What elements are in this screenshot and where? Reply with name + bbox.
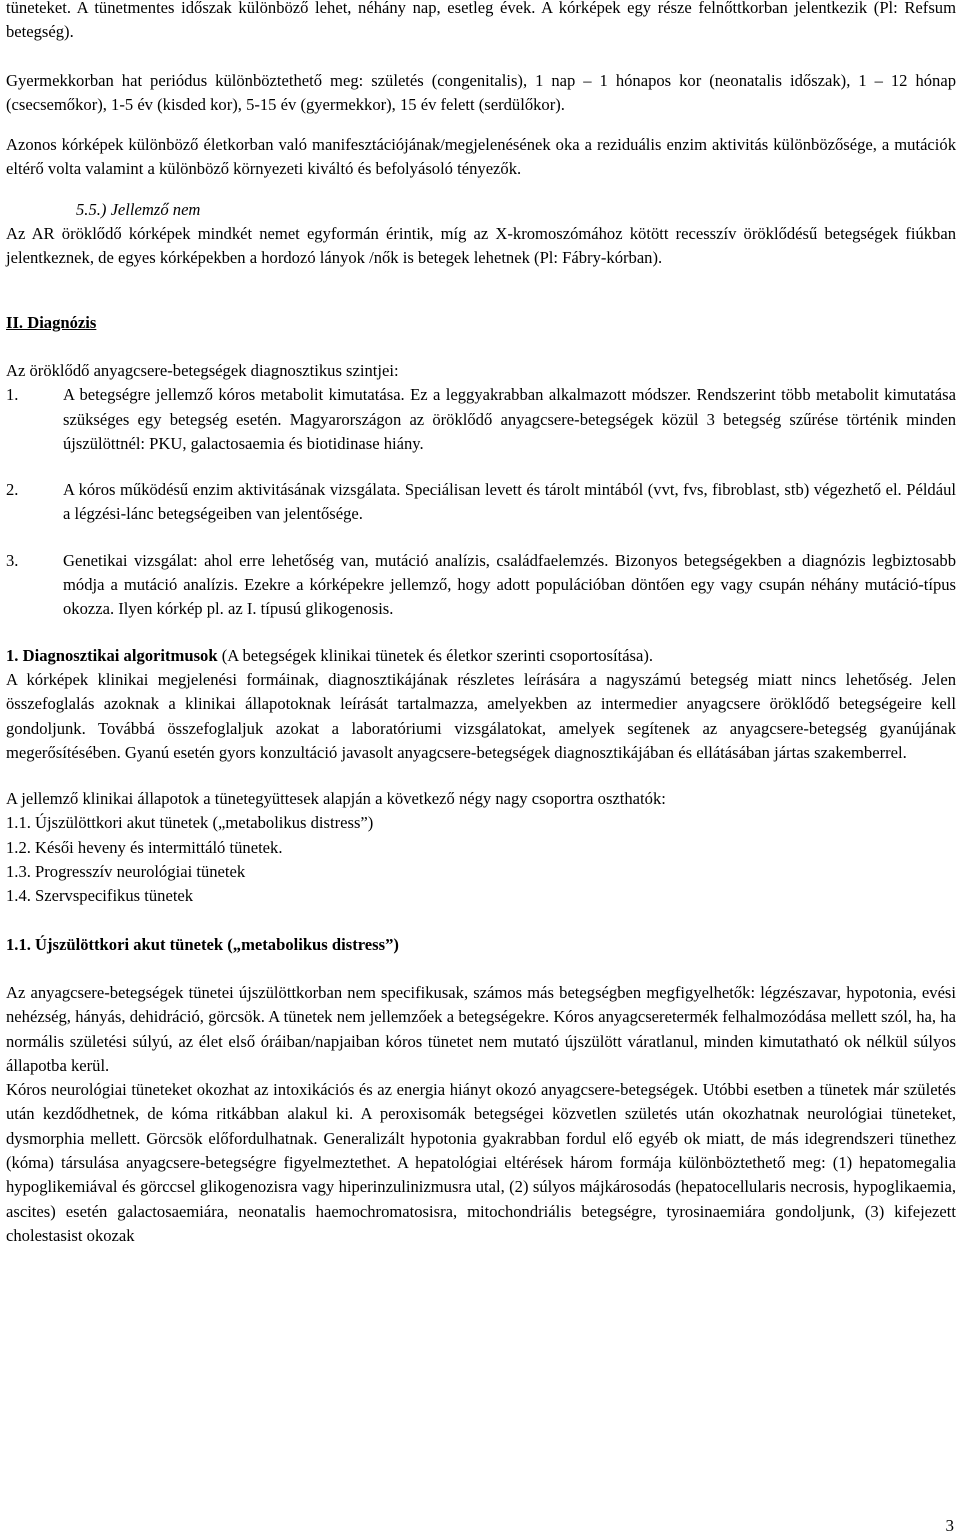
group-item-3: 1.3. Progresszív neurológiai tünetek [6, 862, 246, 882]
page-content [6, 0, 956, 1248]
group-item-2: 1.2. Késői heveny és intermittáló tünetek. [6, 837, 283, 857]
list-text: A betegségre jellemző kóros metabolit kimutatása. Ez a leggyakrabban alkalmazott módszer. Rendszerint több metabolit kimutatása szükséges egy betegség esetén. Magyarországon az öröklődő anyagcsere-betegségek közül 3 betegség szűrése történik minden újszülöttnél: PKU, galactosaemia és biotidinase hiány. [63, 385, 956, 453]
section-title-diagnosis [6, 311, 956, 335]
list-item-level-3 [6, 549, 956, 622]
heading-diagnostic-algorithms [6, 644, 956, 668]
algorithms-title: 1. Diagnosztikai algoritmusok [6, 645, 218, 665]
list-number: 2. [6, 480, 19, 500]
section-title-text: II. Diagnózis [6, 312, 97, 332]
list-item-level-2 [6, 478, 956, 527]
subsection-title-neonatal: 1.1. Újszülöttkori akut tünetek („metabolikus distress”) [6, 934, 399, 954]
paragraph-groups-intro: A jellemző klinikai állapotok a tünetegyüttesek alapján a következő négy nagy csoportra oszthatók: [6, 789, 666, 809]
group-item-1: 1.1. Újszülöttkori akut tünetek („metabolikus distress”) [6, 813, 374, 833]
paragraph-age-periods: Gyermekkorban hat periódus különböztethető meg: születés (congenitalis), 1 nap – 1 hónapos kor (neonatalis időszak), 1 – 12 hónap (csecsemőkor), 1-5 év (kisded kor), 5-15 év (gyermekkor), 15 év felett (serdülőkor). [6, 70, 956, 114]
algorithms-subtitle: (A betegségek klinikai tünetek és életkor szerinti csoportosítása). [217, 645, 654, 665]
page-number: 3 [945, 1516, 954, 1535]
paragraph-same-disorders: Azonos kórképek különböző életkorban való manifesztációjának/megjelenésének oka a reziduális enzim aktivitás különbözősége, a mutációk eltérő volta valamint a különböző környezeti kiváltó és befolyásoló tényezők. [6, 135, 956, 179]
list-item-level-1 [6, 383, 956, 456]
list-text: Genetikai vizsgálat: ahol erre lehetőség van, mutáció analízis, családfaelemzés. Bizonyos betegségekben a diagnózis legbiztosabb módja a mutáció analízis. Ezekre a kórképekre jellemző, hogy adott populációban döntően egy vagy csupán néhány mutáció-típus okozza. Ilyen kórkép pl. az I. típusú glikogenosis. [63, 550, 956, 619]
paragraph-neurological-symptoms: Kóros neurológiai tüneteket okozhat az intoxikációs és az energia hiányt okozó anyagcsere-betegségek. Utóbbi esetben a tünetek már születés után kezdődhetnek, de kóma ritkábban alakul ki. A peroxisomák betegségei közvetlen születés után okozhatnak neurológiai tüneteket, dysmorphia mellett. Görcsök előfordulhatnak. Generalizált hypotonia gyakrabban fordul elő egyéb ok miatt, de más idegrendszeri tünethez (kóma) társulása anyagcsere-betegségre figyelmeztethet. A hepatológiai eltérések három formája különböztethető meg: (1) hepatomegalia hypoglikemiával és görccsel glikogenozisra vagy hiperinzulinizmusra utal, (2) súlyos májkárosodás (hepatocellularis necrosis, hypoglikaemia, ascites) esetén galactosaemiára, neonatalis haemochromatosisra, mitochondriális betegségre, tyrosinaemiára gondoljunk, (3) kifejezett cholestasist okozak [6, 1080, 956, 1245]
paragraph-sex: Az AR öröklődő kórképek mindkét nemet egyformán érintik, míg az X-kromoszómához kötött recesszív öröklődésű betegségek fiúkban jelentkeznek, de egyes kórképekben a hordozó lányok /nők is betegek lehetnek (Pl: Fábry-kórban). [6, 224, 956, 268]
paragraph-neonatal-symptoms: Az anyagcsere-betegségek tünetei újszülöttkorban nem specifikusak, számos más betegségben megfigyelhetők: légzészavar, hypotonia, evési nehézség, hányás, dehidráció, görcsök. A tünetek nem jellemzőek a betegségekre. Kóros anyagcseretermék felhalmozódása mellett szól, ha, ha normális születési súlyú, az élet első óráiban/napjaiban kóros tünetet nem mutató újszülött váratlanul, minden kimutatható ok nélkül súlyos állapotba kerül. [6, 982, 956, 1075]
paragraph-intro: tüneteket. A tünetmentes időszak különböző lehet, néhány nap, esetleg évek. A kórképek egy része felnőttkorban jelentkezik (Pl: Refsum betegség). [6, 0, 956, 42]
paragraph-levels-intro: Az öröklődő anyagcsere-betegségek diagnosztikus szintjei: [6, 360, 399, 380]
paragraph-algorithms: A kórképek klinikai megjelenési formáinak, diagnosztikájának részletes leírására a nagyszámú betegség miatt nincs lehetőség. Jelen összefoglalás azoknak a klinikai állapotoknak leírását tartalmazza, amelyekben az intermedier anyagcsere öröklődő betegségeire kell gondoljunk. Továbbá összefoglaljuk azokat a laboratóriumi vizsgálatokat, amelyek segítenek az anyagcsere-betegség gyanújának megerősítésében. Gyanú esetén gyors konzultáció javasolt anyagcsere-betegségek diagnosztikájában és ellátásában jártas szakemberrel. [6, 669, 956, 762]
list-number: 1. [6, 385, 19, 405]
list-number: 3. [6, 550, 19, 570]
list-text: A kóros működésű enzim aktivitásának vizsgálata. Speciálisan levett és tárolt mintából (vvt, fvs, fibroblast, stb) végezhető el. Például a légzési-lánc betegségeiben van jelentősége. [63, 480, 956, 524]
subheading-characteristic-sex: 5.5.) Jellemző nem [76, 199, 201, 219]
group-item-4: 1.4. Szervspecifikus tünetek [6, 886, 194, 906]
